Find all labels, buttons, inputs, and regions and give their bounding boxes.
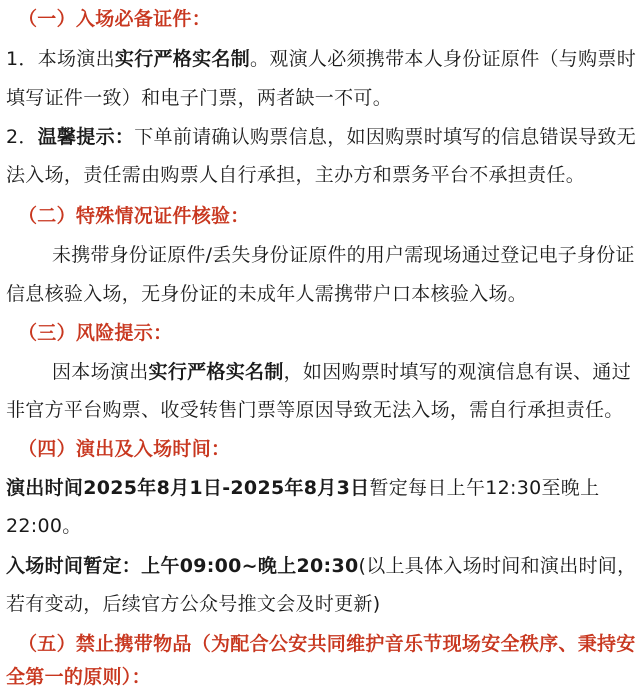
paragraph-text: 2． [6, 126, 38, 148]
section-1-paragraph-2-line-2: 法入场，责任需由购票人自行承担，主办方和票务平台不承担责任。 [6, 164, 586, 186]
section-1-paragraph-2-line-1 [6, 124, 636, 150]
section-5-heading-line-2: 全第一的原则）： [6, 666, 151, 688]
paragraph-text: 暂定每日上午12:30至晚上 [369, 477, 600, 499]
section-3-line-2: 非官方平台购票、收受转售门票等原因导致无法入场，需自行承担责任。 [6, 399, 624, 421]
show-time-line-2: 22:00。 [6, 515, 82, 537]
paragraph-text: 因本场演出 [52, 361, 149, 383]
show-time-line-1 [6, 475, 636, 501]
section-1-paragraph-1-line-1 [6, 46, 636, 72]
paragraph-text: 下单前请确认购票信息，如因购票时填写的信息错误导致无 [134, 126, 637, 148]
emphasis-text: 实行严格实名制 [148, 361, 284, 383]
section-3-line-1 [52, 359, 636, 385]
emphasis-text: 入场时间暂定：上午09:00~晚上20:30 [6, 555, 359, 577]
paragraph-text: (以上具体入场时间和演出时间， [358, 555, 637, 577]
section-2-line-1: 未携带身份证原件/丢失身份证原件的用户需现场通过登记电子身份证 [52, 244, 635, 266]
paragraph-text: 1．本场演出 [6, 48, 115, 70]
section-1-paragraph-1-line-2: 填写证件一致）和电子门票，两者缺一不可。 [6, 87, 393, 109]
section-5-heading-line-1: （五）禁止携带物品（为配合公安共同维护音乐节现场安全秩序、秉持安 [18, 633, 636, 655]
section-4-heading: （四）演出及入场时间： [18, 438, 231, 460]
emphasis-text: 温馨提示： [37, 126, 135, 148]
section-1-heading: （一）入场必备证件： [18, 8, 212, 30]
entry-time-line-2: 若有变动，后续官方公众号推文会及时更新) [6, 593, 381, 615]
section-2-line-2: 信息核验入场，无身份证的未成年人需携带户口本核验入场。 [6, 283, 528, 305]
paragraph-text: 。观演人必须携带本人身份证原件（与购票时 [250, 48, 637, 70]
paragraph-text: ，如因购票时填写的观演信息有误、通过 [283, 361, 632, 383]
emphasis-text: 实行严格实名制 [114, 48, 250, 70]
entry-time-line-1 [6, 553, 636, 579]
section-2-heading: （二）特殊情况证件核验： [18, 205, 250, 227]
section-3-heading: （三）风险提示： [18, 322, 173, 344]
emphasis-text: 演出时间2025年8月1日-2025年8月3日 [6, 477, 370, 499]
